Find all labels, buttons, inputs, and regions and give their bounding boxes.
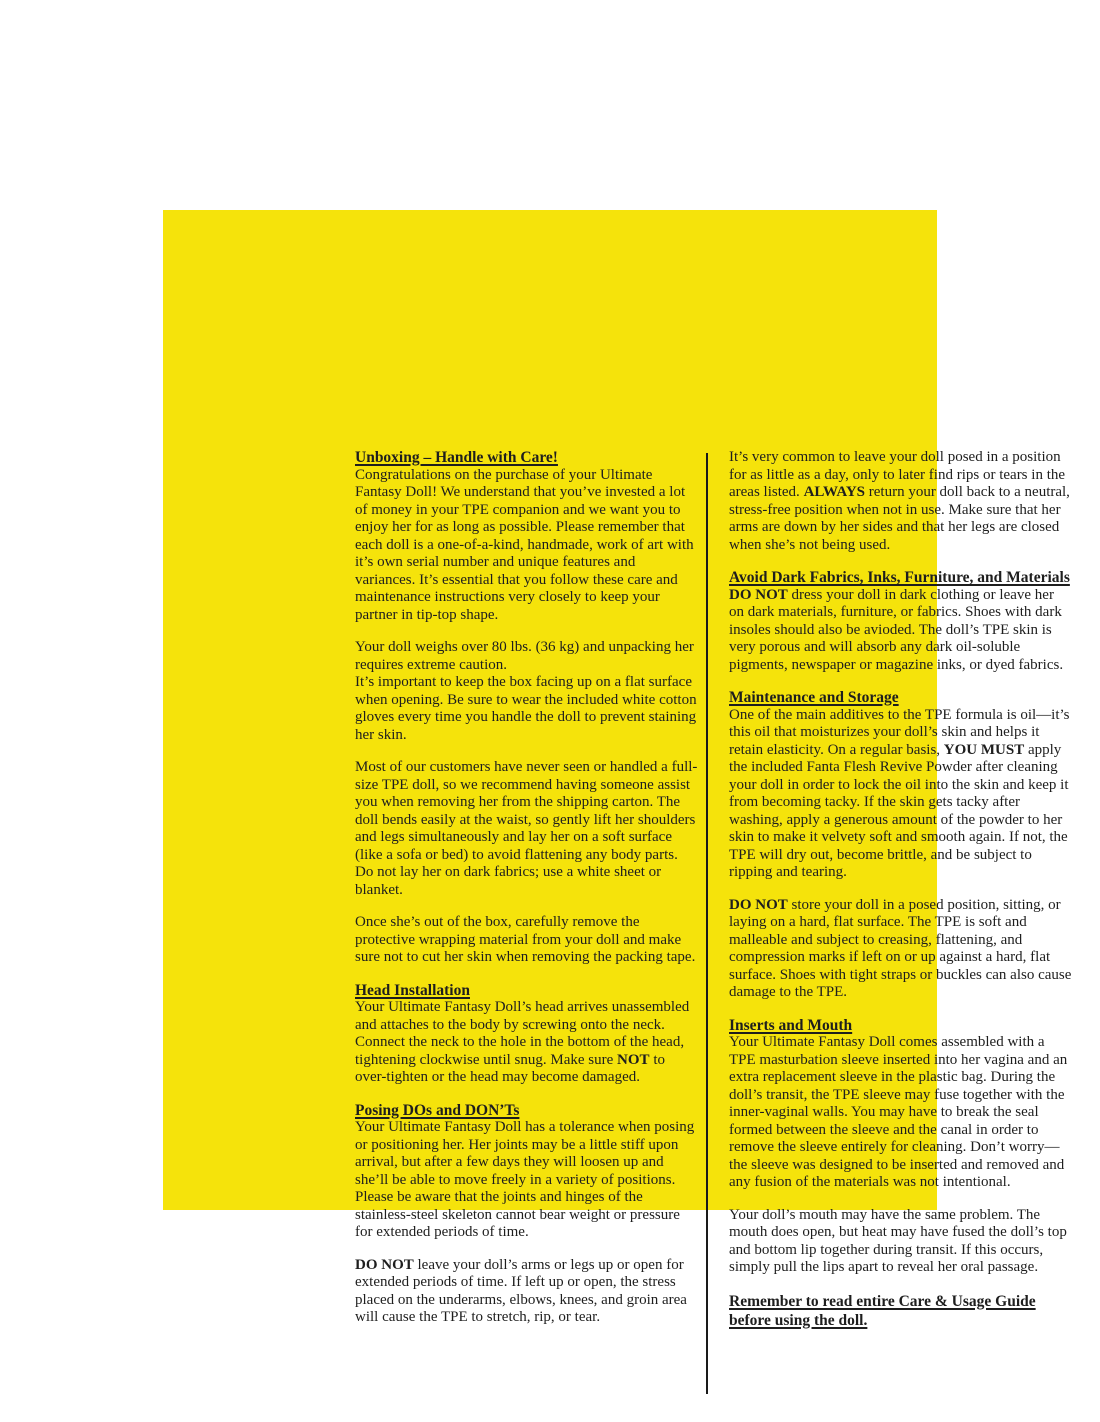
text-run: Your doll’s mouth may have the same problem. The mouth does open, but heat may have fused the doll’s top and bottom lip together during transit. If this occurs, simply pull the lips apart to reveal her oral passage.	[729, 1206, 1067, 1275]
text-run: YOU MUST	[943, 741, 1025, 758]
paragraph	[355, 467, 698, 625]
paragraph	[355, 999, 698, 1087]
text-run: It’s important to keep the box facing up on a flat surface when opening. Be sure to wear the included white cotton gloves every time you handle the doll to prevent staining her skin.	[355, 674, 697, 743]
text-run: ALWAYS	[803, 484, 865, 500]
text-run: dress your doll in dark clothing or leave her on dark materials, furniture, or fabrics. Shoes with dark insoles should also be avioded. The doll’s TPE skin is very porous and will absorb any dark oil-soluble pigments, newspaper or magazine inks, or dyed fabrics.	[729, 586, 1064, 673]
text-run: DO NOT	[729, 586, 788, 603]
paragraph	[355, 1257, 698, 1327]
section-heading: Unboxing – Handle with Care!	[355, 449, 558, 466]
text-run: Your Ultimate Fantasy Doll has a tolerance when posing or positioning her. Her joints may be a little stiff upon arrival, but after a few days they will loosen up and she’ll be able to move freely in a variety of positions. Please be aware that the joints and hinges of the stainless-steel skeleton cannot bear weight or pressure for extended periods of time.	[355, 1119, 695, 1240]
closing-note	[729, 1292, 1072, 1330]
section-heading: Avoid Dark Fabrics, Inks, Furniture, and Materials	[729, 569, 1070, 586]
paragraph	[355, 1119, 698, 1242]
left-column	[355, 449, 698, 1327]
paragraph	[729, 897, 1072, 1002]
paragraph	[355, 914, 698, 967]
text-run: DO NOT	[729, 896, 788, 913]
text-run: Most of our customers have never seen or handled a full-size TPE doll, so we recommend having someone assist you when removing her from the shipping carton. The doll bends easily at the waist, so gently lift her shoulders and legs simultaneously and lay her on a soft surface (like a sofa or bed) to avoid flattening any body parts. Do not lay her on dark fabrics; use a white sheet or blanket.	[355, 759, 698, 898]
paragraph	[729, 449, 1072, 554]
paragraph	[729, 707, 1072, 882]
text-run: NOT	[617, 1051, 650, 1068]
text-run: DO NOT	[355, 1256, 414, 1273]
paragraph	[729, 587, 1072, 675]
right-column	[729, 449, 1072, 1330]
text-run: to over-tighten or the head may become damaged.	[355, 1051, 665, 1085]
section-heading: Head Installation	[355, 981, 470, 999]
paragraph	[729, 1034, 1072, 1192]
text-run: Your doll weighs over 80 lbs. (36 kg) and unpacking her requires extreme caution.	[355, 639, 694, 673]
text-run: Remember to read entire Care & Usage Guide before using the doll.	[729, 1292, 1036, 1329]
care-instructions-sheet	[163, 210, 1072, 1329]
column-divider-line	[706, 453, 708, 1394]
text-run: It’s very common to leave your doll posed in a position for as little as a day, only to later find rips or tears in the areas listed.	[729, 449, 1066, 500]
text-run: leave your doll’s arms or legs up or open for extended periods of time. If left up or open, the stress placed on the underarms, elbows, knees, and groin area will cause the TPE to stretch, rip, or tear.	[355, 1256, 687, 1325]
text-run: Congratulations on the purchase of your Ultimate Fantasy Doll! We understand that you’ve invested a lot of money in your TPE companion and we want you to enjoy her for as long as possible. Please remember that each doll is a one-of-a-kind, handmade, work of art with it’s own serial number and unique features and variances. It’s essential that you follow these care and maintenance instructions very closely to keep your partner in tip-top shape.	[355, 466, 694, 623]
section-heading: Inserts and Mouth	[729, 1016, 853, 1034]
section-heading: Posing DOs and DON’Ts	[355, 1101, 520, 1119]
text-run: Once she’s out of the box, carefully remove the protective wrapping material from your doll and make sure not to cut her skin when removing the packing tape.	[355, 914, 696, 965]
text-run: Your Ultimate Fantasy Doll comes assembled with a TPE masturbation sleeve inserted into her vagina and an extra replacement sleeve in the plastic bag. During the doll’s transit, the TPE sleeve may fuse together with the inner-vaginal walls. You may have to break the seal formed between the sleeve and the canal in order to remove the sleeve entirely for cleaning. Don’t worry—the sleeve was designed to be inserted and removed and any fusion of the materials was not intentional.	[729, 1034, 1068, 1190]
text-run: Your Ultimate Fantasy Doll’s head arrives unassembled and attaches to the body by screwing onto the neck. Connect the neck to the hole in the bottom of the head, tightening clockwise until snug. Make sure	[355, 999, 690, 1068]
paragraph	[355, 759, 698, 899]
text-run: store your doll in a posed position, sitting, or laying on a hard, flat surface. The TPE is soft and malleable and subject to creasing, flattening, and compression marks if left on or up against a hard, flat surface. Shoes with tight straps or buckles can also cause damage to the TPE.	[729, 896, 1072, 1000]
text-run: return your doll back to a neutral, stress-free position when not in use. Make sure that her arms are down by her sides and that her legs are closed when she’s not being used.	[729, 484, 1070, 553]
paragraph	[729, 1207, 1072, 1277]
section-heading: Maintenance and Storage	[729, 689, 899, 706]
text-run: apply the included Fanta Flesh Revive Powder after cleaning your doll in order to lock the oil into the skin and keep it from becoming tacky. If the skin gets tacky after washing, apply a generous amount of the powder to her skin to make it velvety soft and smooth again. If not, the TPE will dry out, become brittle, and be subject to ripping and tearing.	[729, 741, 1069, 880]
text-run: One of the main additives to the TPE formula is oil—it’s this oil that moisturizes your doll’s skin and helps it retain elasticity. On a regular basis,	[729, 706, 1070, 758]
paragraph	[355, 639, 698, 744]
